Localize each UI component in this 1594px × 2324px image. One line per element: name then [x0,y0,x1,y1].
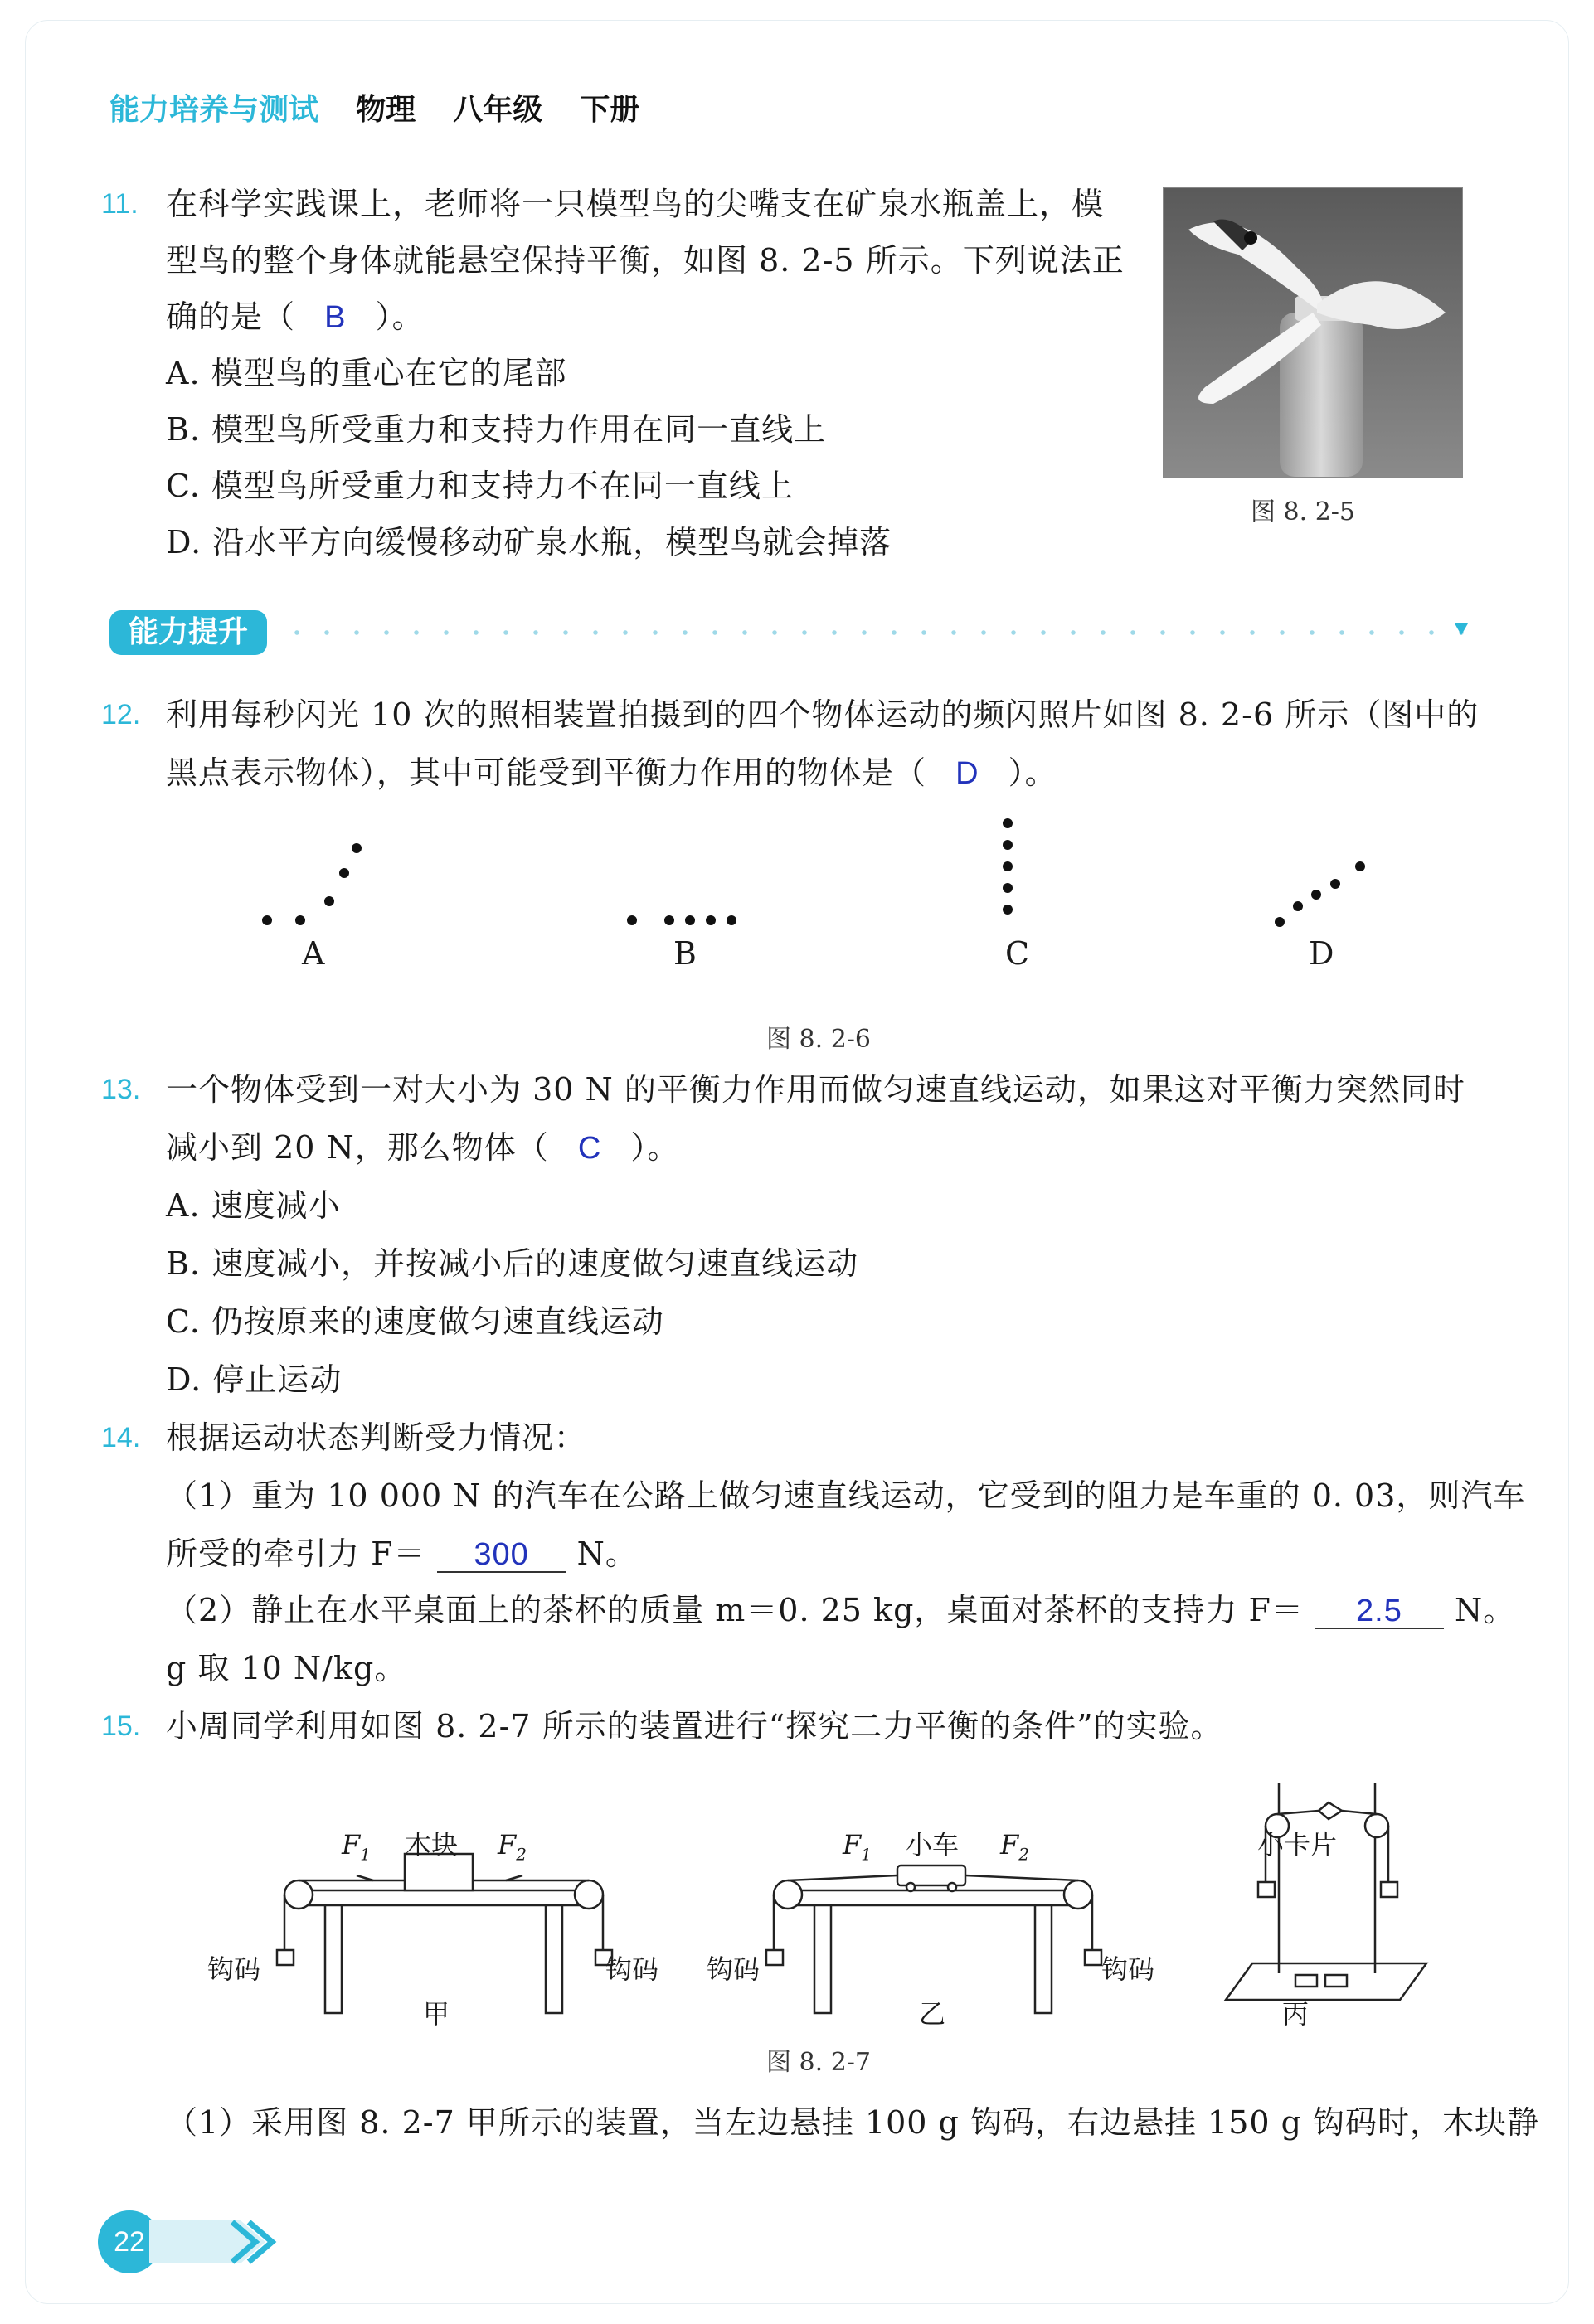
strobe-label-d: D [1309,935,1335,972]
q14-part1-line-1: （1）重为 10 000 N 的汽车在公路上做匀速直线运动，它受到的阻力是车重的 0. 03，则汽车 [166,1477,1526,1514]
balancing-bird-image [1164,188,1462,477]
fig-bing-card-label: 小卡片 [1257,1829,1338,1861]
q11-option-d: D. 沿水平方向缓慢移动矿泉水瓶，模型鸟就会掉落 [166,524,892,560]
q12-stem: 黑点表示物体），其中可能受到平衡力作用的物体是（ [166,754,927,791]
q13-stem-close: ）。 [630,1129,680,1166]
q14-part2-unit: N。 [1455,1592,1516,1628]
fig-yi-weight-right: 钩码 [1101,1953,1155,1985]
strobe-a-dots [262,843,362,925]
strobe-c-dots [1003,818,1013,915]
strobe-label-b: B [673,935,697,972]
q12-line-1: 利用每秒闪光 10 次的照相装置拍摄到的四个物体运动的频闪照片如图 8. 2-6 所示（图中的 [166,696,1480,733]
q11-line-2: 型鸟的整个身体就能悬空保持平衡，如图 8. 2-5 所示。下列说法正 [166,242,1125,279]
q14-part1-line-2 [166,1534,638,1574]
q15-figure-caption: 图 8. 2-7 [766,2048,872,2077]
q13-option-d: D. 停止运动 [166,1361,343,1398]
apparatus-jia [277,1854,612,2013]
strobe-figure [249,808,1410,982]
q11-option-c: C. 模型鸟所受重力和支持力不在同一直线上 [166,468,794,504]
q14-part1-stem: 所受的牵引力 F＝ [166,1536,426,1572]
question-number-15: 15. [101,1710,141,1742]
fig-jia-f1: $F_1$ [342,1829,371,1865]
q13-option-a: A. 速度减小 [166,1187,341,1224]
q11-option-b: B. 模型鸟所受重力和支持力作用在同一直线上 [166,411,827,448]
q13-option-c: C. 仍按原来的速度做匀速直线运动 [166,1303,664,1340]
fig-yi-f1: $F_1$ [843,1829,872,1865]
q14-part1-unit: N。 [576,1536,638,1572]
q13-answer: C [577,1131,602,1166]
q11-figure-caption: 图 8. 2-5 [1251,497,1356,526]
q14-part2-answer: 2.5 [1315,1594,1444,1629]
q11-stem-end: 确的是（ [166,298,296,335]
q14-part2-line-2: g 取 10 N/kg。 [166,1650,407,1686]
q11-answer: B [324,300,347,335]
q15-line-1: 小周同学利用如图 8. 2-7 所示的装置进行“探究二力平衡的条件”的实验。 [166,1708,1223,1744]
section-arrow-icon [1455,623,1468,635]
fig-yi-name: 乙 [919,1998,946,2030]
page-arrow-icon [149,2215,282,2268]
book-title: 能力培养与测试 [109,93,319,127]
question-number-11: 11. [101,188,139,220]
q11-line-1: 在科学实践课上，老师将一只模型鸟的尖嘴支在矿泉水瓶盖上，模 [166,186,1105,222]
q12-line-2 [166,753,1057,793]
apparatus-bing [1226,1783,1426,2000]
q13-line-2 [166,1128,679,1168]
q12-figure-caption: 图 8. 2-6 [766,1025,872,1054]
q14-title: 根据运动状态判断受力情况： [166,1419,587,1456]
q11-option-a: A. 模型鸟的重心在它的尾部 [166,355,567,391]
fig-yi-weight-left: 钩码 [707,1953,761,1985]
fig-jia-f2: $F_2$ [498,1829,527,1865]
strobe-label-a: A [302,935,326,972]
fig-jia-block-label: 木块 [405,1829,459,1861]
strobe-label-c: C [1005,935,1031,972]
q13-line-1: 一个物体受到一对大小为 30 N 的平衡力作用而做匀速直线运动，如果这对平衡力突然同时 [166,1071,1465,1108]
fig-jia-weight-left: 钩码 [207,1953,261,1985]
q15-part1-line-1: （1）采用图 8. 2-7 甲所示的装置，当左边悬挂 100 g 钩码，右边悬挂 150 g 钩码时，木块静 [166,2104,1540,2141]
fig-bing-name: 丙 [1282,1998,1310,2030]
q14-part2-stem: （2）静止在水平桌面上的茶杯的质量 m＝0. 25 kg，桌面对茶杯的支持力 F＝ [166,1592,1304,1628]
fig-jia-name: 甲 [423,1998,450,2030]
bird-photo [1163,187,1463,478]
fig-yi-f2: $F_2$ [1000,1829,1029,1865]
question-number-13: 13. [101,1074,141,1105]
subject: 物理 [356,93,416,127]
volume: 下册 [580,93,640,127]
question-number-14: 14. [101,1422,141,1453]
q12-answer: D [955,756,979,791]
question-number-12: 12. [101,699,141,730]
q13-stem: 减小到 20 N，那么物体（ [166,1129,549,1166]
strobe-b-dots [627,915,736,925]
page-header [109,86,639,129]
balance-apparatus-figure [199,1758,1460,2040]
page-number: 22 [98,2210,161,2273]
section-title: 能力提升 [109,610,267,655]
apparatus-yi [766,1866,1101,2013]
grade: 八年级 [453,93,543,127]
q14-part1-answer: 300 [437,1538,566,1573]
strobe-d-dots [1275,861,1365,927]
q11-line-3 [166,297,425,337]
q11-stem-close: ）。 [375,298,425,335]
fig-yi-cart-label: 小车 [906,1829,960,1861]
fig-jia-weight-right: 钩码 [605,1953,659,1985]
q14-part2-line-1 [166,1590,1515,1630]
section-divider [282,630,1468,635]
q12-stem-close: ）。 [1008,754,1057,791]
q13-option-b: B. 速度减小，并按减小后的速度做匀速直线运动 [166,1245,859,1282]
